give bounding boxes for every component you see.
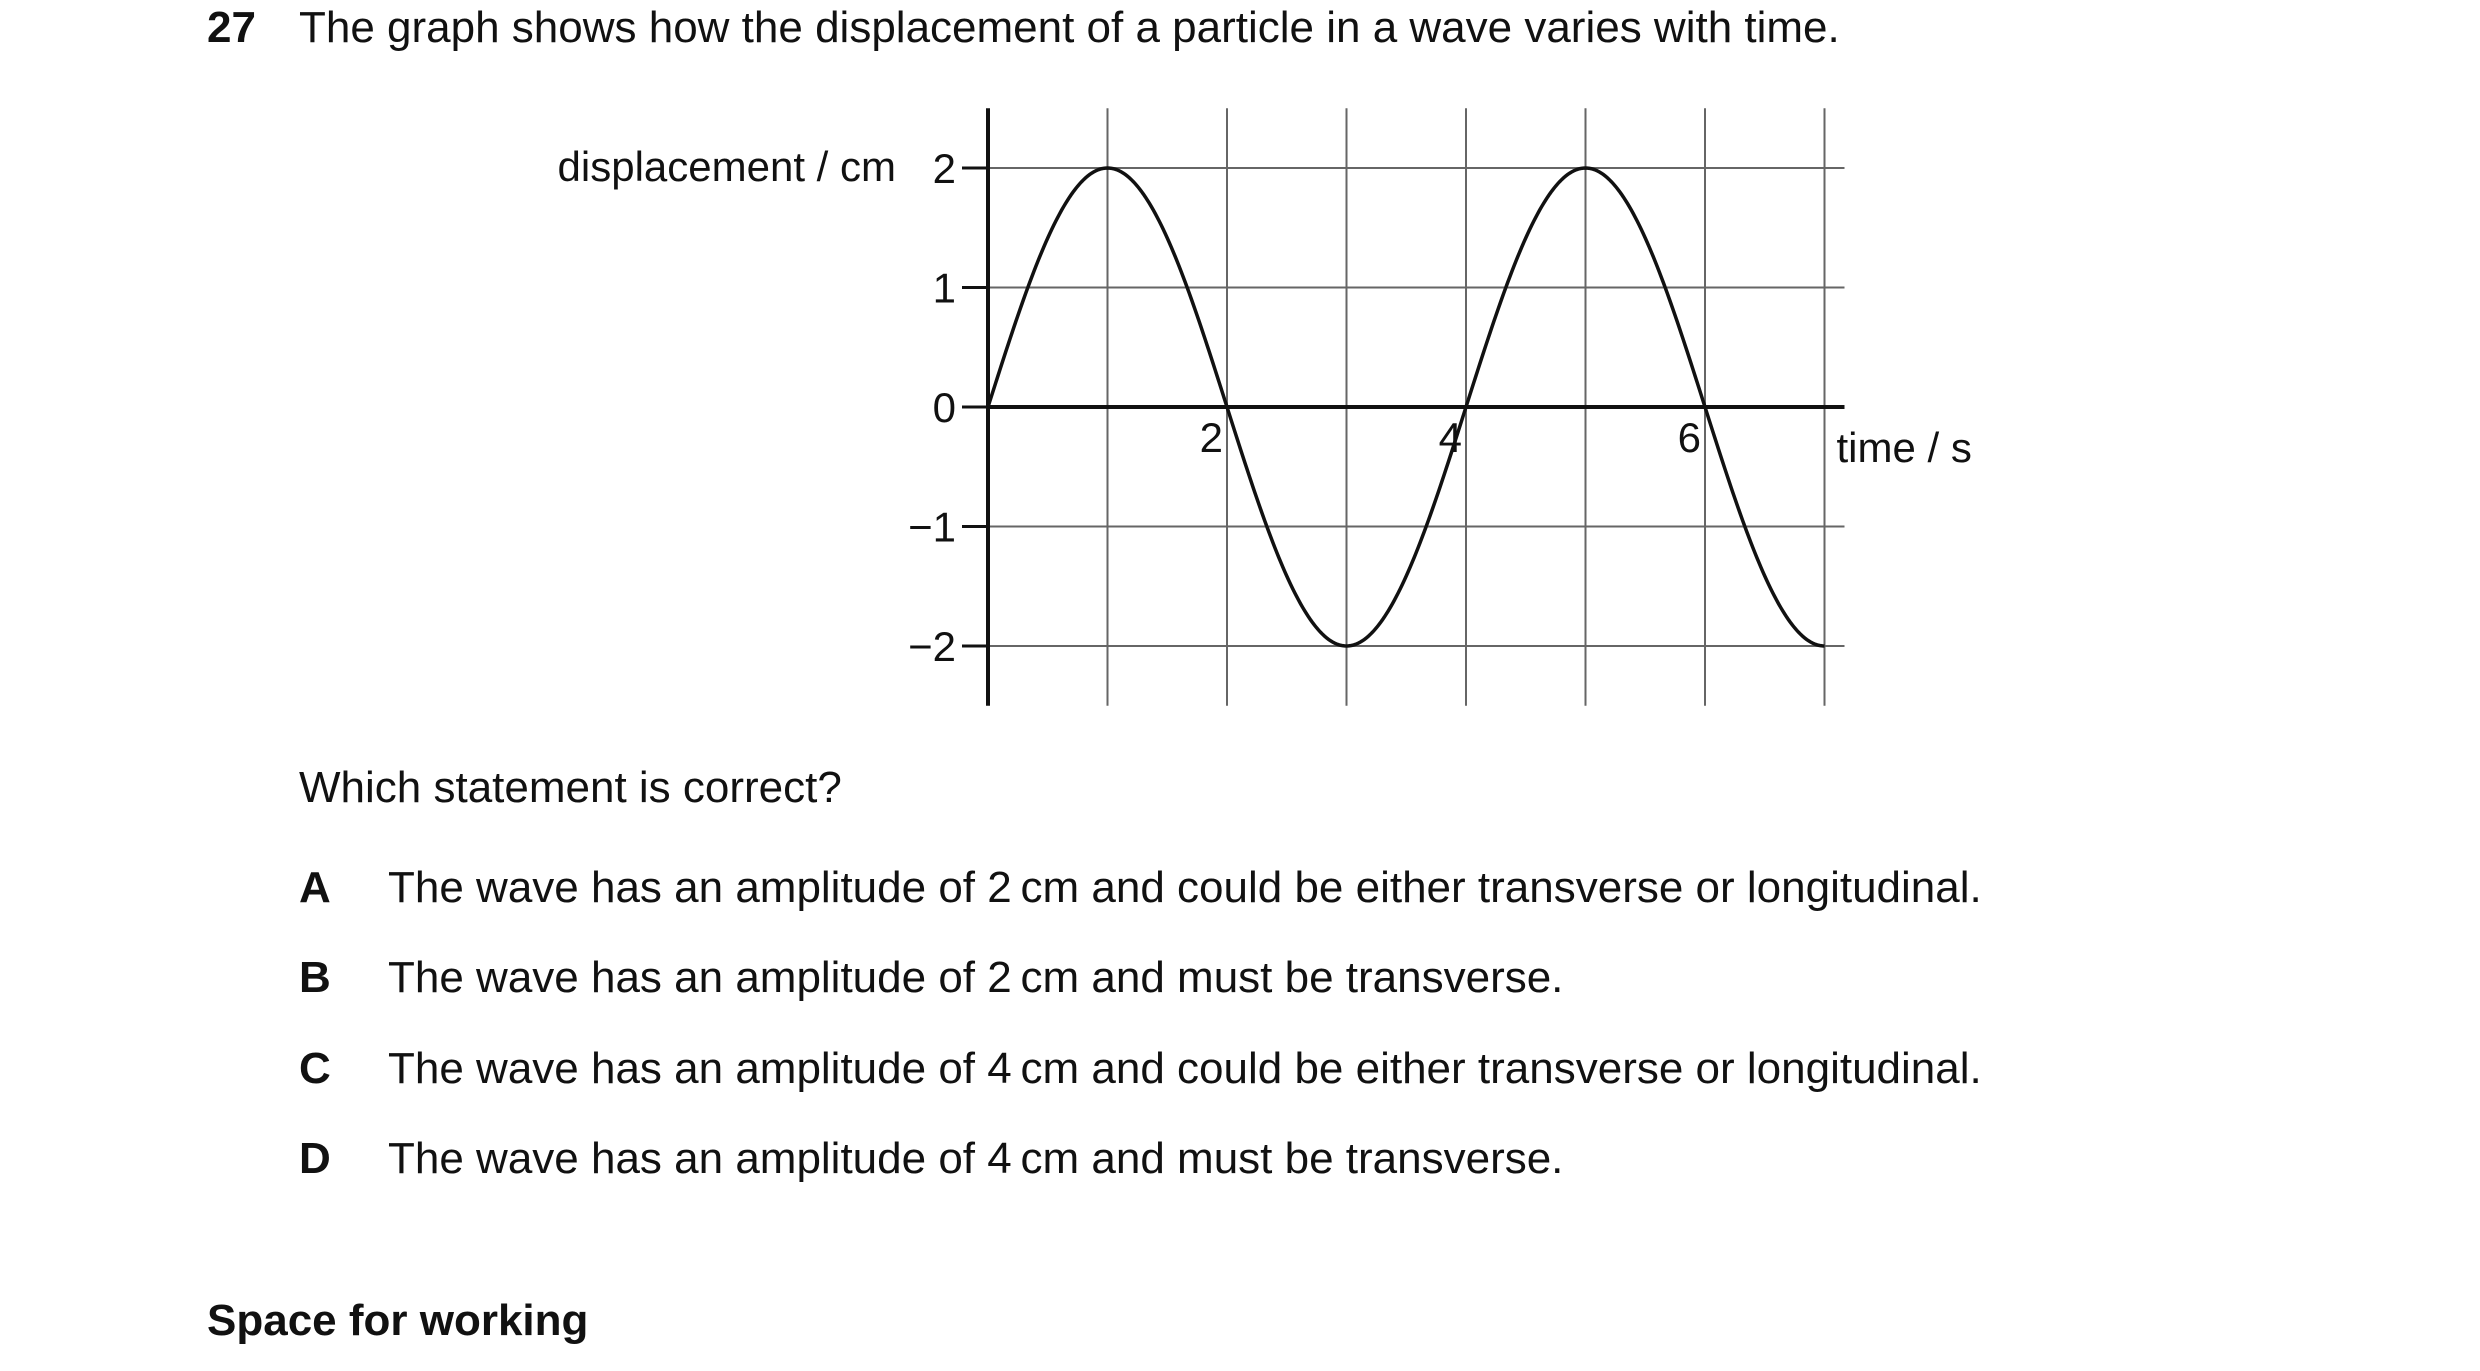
option-letter: D bbox=[299, 1134, 331, 1183]
x-tick-label: 6 bbox=[1677, 414, 1701, 461]
y-tick-label: 0 bbox=[932, 384, 956, 431]
y-tick-label: −2 bbox=[908, 623, 956, 670]
y-tick-label: 2 bbox=[932, 145, 956, 192]
option-letter: B bbox=[299, 953, 331, 1002]
option-text: The wave has an amplitude of 2 cm and could be either transverse or longitudinal. bbox=[388, 863, 1982, 912]
option-b[interactable] bbox=[299, 950, 1563, 1006]
working-space-label: Space for working bbox=[207, 1296, 589, 1345]
x-axis-title: time / s bbox=[1836, 424, 1972, 471]
x-tick-label: 4 bbox=[1438, 414, 1462, 461]
option-a[interactable] bbox=[299, 860, 1982, 916]
question-prompt: Which statement is correct? bbox=[299, 763, 842, 812]
option-d[interactable] bbox=[299, 1131, 1563, 1187]
option-letter: A bbox=[299, 863, 331, 912]
x-tick-label: 2 bbox=[1199, 414, 1223, 461]
option-letter: C bbox=[299, 1044, 331, 1093]
question-text: The graph shows how the displacement of a particle in a wave varies with time. bbox=[299, 3, 1840, 52]
question-number: 27 bbox=[207, 3, 256, 52]
option-text: The wave has an amplitude of 4 cm and could be either transverse or longitudinal. bbox=[388, 1044, 1982, 1093]
option-c[interactable] bbox=[299, 1041, 1982, 1097]
option-text: The wave has an amplitude of 4 cm and must be transverse. bbox=[388, 1134, 1564, 1183]
y-tick-label: −1 bbox=[908, 503, 956, 551]
y-axis-title: displacement / cm bbox=[557, 143, 896, 190]
y-tick-label: 1 bbox=[932, 264, 956, 312]
option-text: The wave has an amplitude of 2 cm and must be transverse. bbox=[388, 953, 1564, 1002]
